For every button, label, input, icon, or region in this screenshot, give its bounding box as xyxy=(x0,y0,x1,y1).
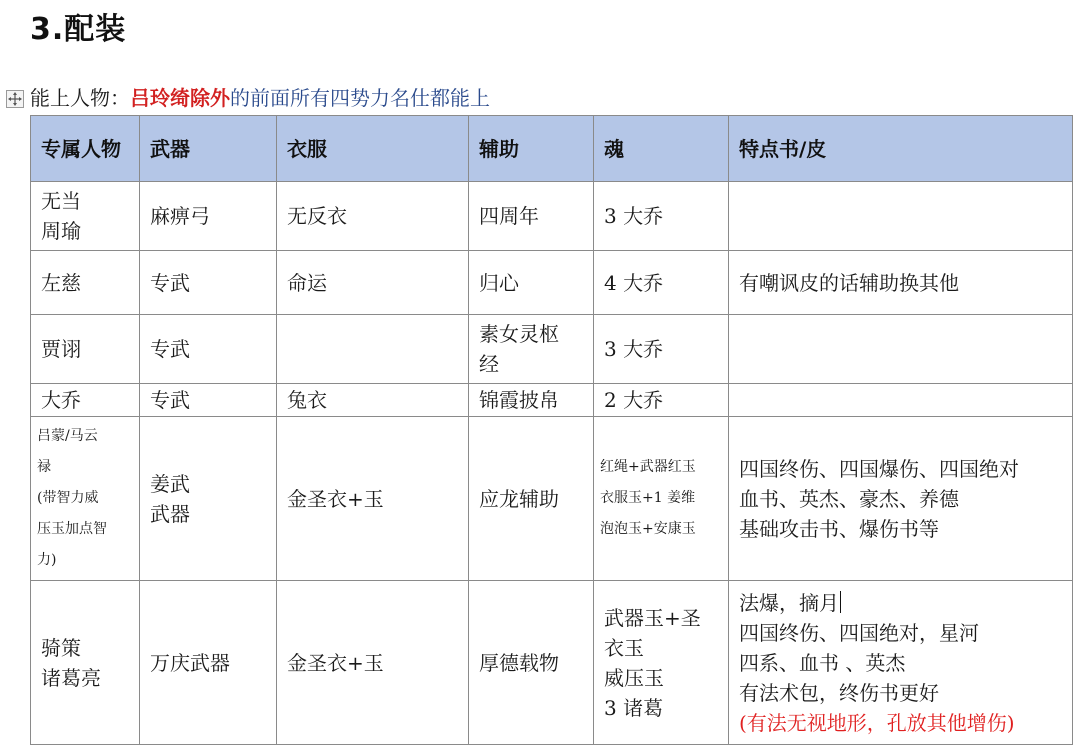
header-row xyxy=(31,116,1073,182)
cell-clothes: 兔衣 xyxy=(277,384,469,417)
cell-soul: 红绳+武器红玉 衣服玉+1 姜维 泡泡玉+安康玉 xyxy=(594,417,729,581)
cell-clothes xyxy=(277,315,469,384)
cell-notes: 有嘲讽皮的话辅助换其他 xyxy=(729,251,1073,315)
cell-notes: 四国终伤、四国爆伤、四国绝对 血书、英杰、豪杰、养德 基础攻击书、爆伤书等 xyxy=(729,417,1073,581)
cell-notes[interactable]: 法爆，摘月 四国终伤、四国绝对，星河 四系、血书 、英杰 有法术包，终伤书更好 (有法无视地形，孔放其他增伤) xyxy=(729,581,1073,745)
cell-character: 贾诩 xyxy=(31,315,140,384)
cell-assist: 四周年 xyxy=(469,182,594,251)
header-assist: 辅助 xyxy=(469,116,594,182)
table-row xyxy=(31,251,1073,315)
cell-assist: 锦霞披帛 xyxy=(469,384,594,417)
table-row xyxy=(31,417,1073,581)
cell-assist: 应龙辅助 xyxy=(469,417,594,581)
cell-clothes: 命运 xyxy=(277,251,469,315)
cell-soul: 4 大乔 xyxy=(594,251,729,315)
cell-weapon: 麻痹弓 xyxy=(140,182,277,251)
note-red-text: (有法无视地形，孔放其他增伤) xyxy=(739,710,1015,735)
cell-character: 骑策 诸葛亮 xyxy=(31,581,140,745)
cell-character: 吕蒙/马云 禄 (带智力威 压玉加点智 力) xyxy=(31,417,140,581)
header-weapon: 武器 xyxy=(140,116,277,182)
header-character: 专属人物 xyxy=(31,116,140,182)
cell-notes xyxy=(729,315,1073,384)
section-heading: 3.配装 xyxy=(30,12,127,47)
intro-suffix: 的前面所有四势力名仕都能上 xyxy=(230,86,490,110)
table-row xyxy=(31,315,1073,384)
equipment-table xyxy=(30,115,1073,745)
intro-line xyxy=(30,84,490,112)
table-row xyxy=(31,384,1073,417)
cell-character: 左慈 xyxy=(31,251,140,315)
cell-soul: 武器玉+圣 衣玉 威压玉 3 诸葛 xyxy=(594,581,729,745)
cell-weapon: 专武 xyxy=(140,251,277,315)
cell-notes xyxy=(729,182,1073,251)
intro-prefix: 能上人物： xyxy=(30,86,130,110)
cell-clothes: 金圣衣+玉 xyxy=(277,417,469,581)
cell-soul: 3 大乔 xyxy=(594,315,729,384)
cell-weapon: 姜武 武器 xyxy=(140,417,277,581)
table-row xyxy=(31,182,1073,251)
table-move-handle-icon[interactable] xyxy=(6,90,24,108)
cell-clothes: 金圣衣+玉 xyxy=(277,581,469,745)
text-cursor xyxy=(840,591,841,613)
cell-assist: 归心 xyxy=(469,251,594,315)
cell-weapon: 专武 xyxy=(140,315,277,384)
intro-highlight: 吕玲绮除外 xyxy=(130,86,230,110)
header-soul: 魂 xyxy=(594,116,729,182)
table-row xyxy=(31,581,1073,745)
cell-soul: 3 大乔 xyxy=(594,182,729,251)
header-notes: 特点书/皮 xyxy=(729,116,1073,182)
cell-weapon: 专武 xyxy=(140,384,277,417)
cell-clothes: 无反衣 xyxy=(277,182,469,251)
cell-weapon: 万庆武器 xyxy=(140,581,277,745)
cell-notes xyxy=(729,384,1073,417)
cell-character: 无当 周瑜 xyxy=(31,182,140,251)
cell-character: 大乔 xyxy=(31,384,140,417)
cell-assist: 素女灵枢 经 xyxy=(469,315,594,384)
cell-assist: 厚德载物 xyxy=(469,581,594,745)
header-clothes: 衣服 xyxy=(277,116,469,182)
cell-soul: 2 大乔 xyxy=(594,384,729,417)
